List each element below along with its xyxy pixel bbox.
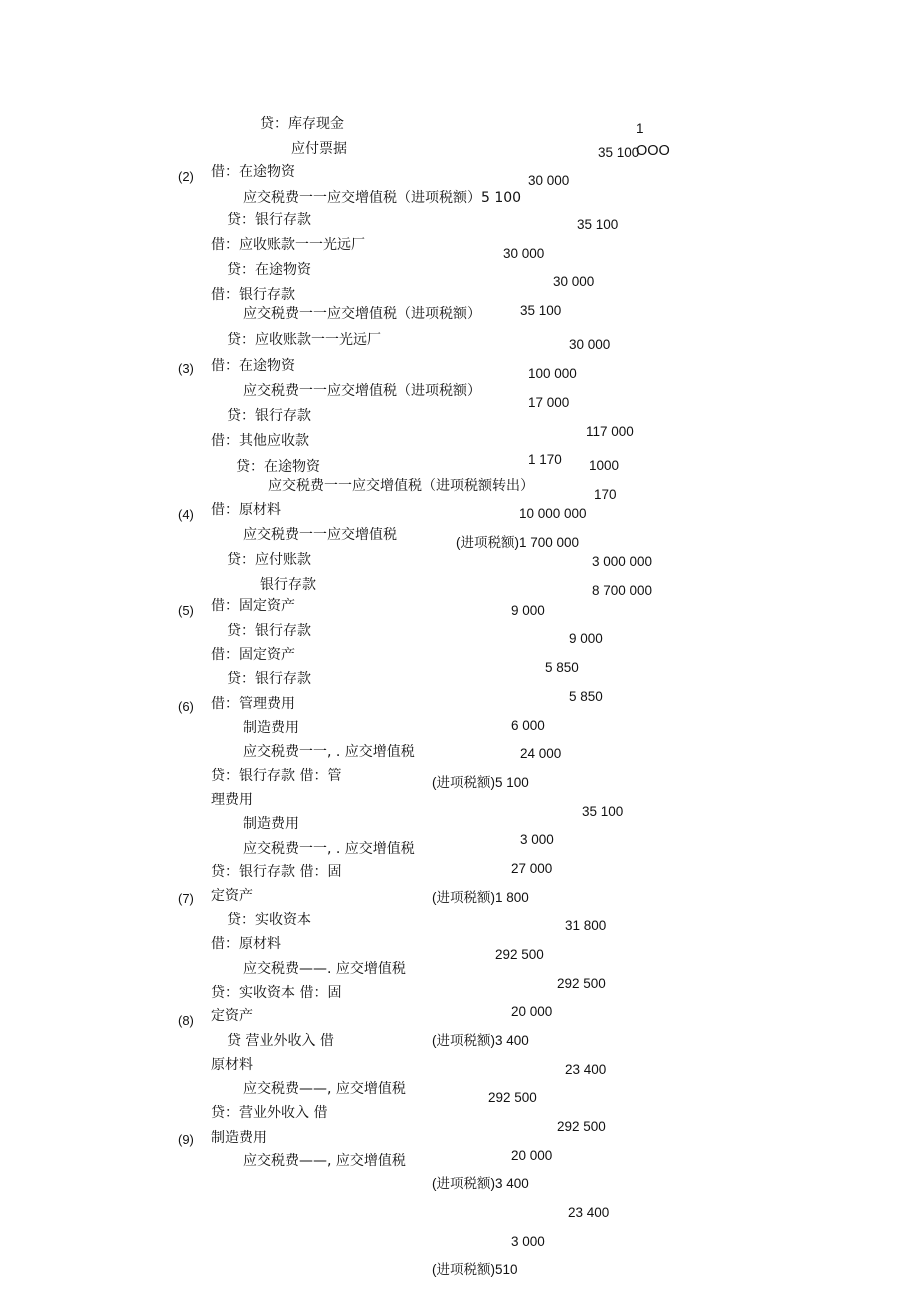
amount: 30 000 bbox=[569, 337, 611, 352]
journal-line: 原材料 bbox=[211, 1057, 253, 1073]
journal-line: 定资产 bbox=[211, 1008, 253, 1024]
journal-line: 借：其他应收款 bbox=[211, 433, 309, 449]
journal-line: 借：在途物资 bbox=[211, 164, 295, 180]
entry-number: (8) bbox=[178, 1013, 194, 1028]
journal-line: 应交税费一一应交增值税 bbox=[243, 527, 397, 543]
amount: 30 000 bbox=[553, 274, 595, 289]
journal-line: 制造费用 bbox=[211, 1130, 267, 1146]
amount: (进项税额)3 400 bbox=[432, 1033, 529, 1048]
amount: (进项税额)1 800 bbox=[432, 890, 529, 905]
journal-line: 银行存款 bbox=[260, 577, 316, 593]
amount: 6 000 bbox=[511, 718, 545, 733]
amount: 1 bbox=[636, 121, 644, 136]
amount: OOO bbox=[636, 143, 670, 159]
journal-line: 借：管理费用 bbox=[211, 696, 295, 712]
journal-line: 制造费用 bbox=[243, 816, 299, 832]
amount: 23 400 bbox=[568, 1205, 610, 1220]
amount: 20 000 bbox=[511, 1004, 553, 1019]
entry-number: (2) bbox=[178, 169, 194, 184]
amount: 27 000 bbox=[511, 861, 553, 876]
amount: 5 850 bbox=[545, 660, 579, 675]
amount: 5 850 bbox=[569, 689, 603, 704]
journal-line: 应交税费——. 应交增值税 bbox=[243, 961, 406, 977]
amount: 35 100 bbox=[598, 145, 640, 160]
amount: 9 000 bbox=[511, 603, 545, 618]
journal-line: 借：固定资产 bbox=[211, 598, 295, 614]
amount: 3 000 bbox=[520, 832, 554, 847]
journal-line: 借：银行存款 bbox=[211, 287, 295, 303]
journal-line: 应交税费一一应交增值税（进项税额） bbox=[243, 383, 481, 399]
journal-line: 应交税费——, 应交增值税 bbox=[243, 1153, 406, 1169]
amount: 35 100 bbox=[520, 303, 562, 318]
amount: (进项税额)510 bbox=[432, 1262, 518, 1277]
journal-line: 贷 营业外收入 借 bbox=[227, 1033, 334, 1049]
journal-line: 应交税费一一应交增值税（进项税额） bbox=[243, 306, 481, 322]
amount: 30 000 bbox=[503, 246, 545, 261]
journal-line: 贷：应收账款一一光远厂 bbox=[227, 332, 381, 348]
journal-line: 理费用 bbox=[211, 792, 253, 808]
journal-line: 应交税费一一, . 应交增值税 bbox=[243, 841, 415, 857]
journal-line: 贷：实收资本 借：固 bbox=[211, 985, 342, 1001]
journal-line: 借：原材料 bbox=[211, 502, 281, 518]
journal-line: 借：固定资产 bbox=[211, 647, 295, 663]
amount: (进项税额)3 400 bbox=[432, 1176, 529, 1191]
amount: 292 500 bbox=[488, 1090, 537, 1105]
entry-number: (3) bbox=[178, 361, 194, 376]
journal-line: 贷：银行存款 bbox=[227, 212, 311, 228]
journal-line: 制造费用 bbox=[243, 720, 299, 736]
amount: 35 100 bbox=[582, 804, 624, 819]
journal-line: 应交税费一一应交增值税（进项税额）5 100 bbox=[243, 190, 522, 206]
amount: 20 000 bbox=[511, 1148, 553, 1163]
amount: 1 170 bbox=[528, 452, 562, 467]
journal-line: 贷：银行存款 bbox=[227, 408, 311, 424]
amount: 35 100 bbox=[577, 217, 619, 232]
entry-number: (4) bbox=[178, 507, 194, 522]
journal-line: 借：在途物资 bbox=[211, 358, 295, 374]
amount: 30 000 bbox=[528, 173, 570, 188]
journal-line: 贷：在途物资 bbox=[236, 459, 320, 475]
amount: 100 000 bbox=[528, 366, 577, 381]
amount: 24 000 bbox=[520, 746, 562, 761]
entry-number: (6) bbox=[178, 699, 194, 714]
journal-line: 贷：在途物资 bbox=[227, 262, 311, 278]
amount: 117 000 bbox=[586, 424, 634, 439]
journal-line: 贷：库存现金 bbox=[260, 116, 344, 132]
journal-line: 应交税费一一, . 应交增值税 bbox=[243, 744, 415, 760]
journal-line: 贷：银行存款 bbox=[227, 623, 311, 639]
journal-line: 贷：营业外收入 借 bbox=[211, 1105, 328, 1121]
entry-number: (9) bbox=[178, 1132, 194, 1147]
journal-line: 借：应收账款一一光远厂 bbox=[211, 237, 365, 253]
amount: 9 000 bbox=[569, 631, 603, 646]
amount: 31 800 bbox=[565, 918, 607, 933]
entry-number: (5) bbox=[178, 603, 194, 618]
amount: 3 000 000 bbox=[592, 554, 653, 569]
amount: (进项税额)5 100 bbox=[432, 775, 529, 790]
amount: 1000 bbox=[589, 458, 620, 473]
entry-number: (7) bbox=[178, 891, 194, 906]
journal-line: 贷：实收资本 bbox=[227, 912, 311, 928]
journal-line: 贷：应付账款 bbox=[227, 552, 311, 568]
amount: 3 000 bbox=[511, 1234, 545, 1249]
journal-line: 应交税费——, 应交增值税 bbox=[243, 1081, 406, 1097]
amount: 170 bbox=[594, 487, 617, 502]
amount: 292 500 bbox=[557, 1119, 606, 1134]
journal-line: 定资产 bbox=[211, 888, 253, 904]
journal-line: 借：原材料 bbox=[211, 936, 281, 952]
journal-line: 贷：银行存款 借：固 bbox=[211, 864, 342, 880]
amount: (进项税额)1 700 000 bbox=[456, 535, 580, 550]
journal-line: 应交税费一一应交增值税（进项税额转出） bbox=[268, 478, 534, 494]
journal-line: 贷：银行存款 bbox=[227, 671, 311, 687]
journal-line: 贷：银行存款 借：管 bbox=[211, 768, 342, 784]
amount: 8 700 000 bbox=[592, 583, 653, 598]
amount: 23 400 bbox=[565, 1062, 607, 1077]
journal-line: 应付票据 bbox=[291, 141, 347, 157]
amount: 292 500 bbox=[557, 976, 606, 991]
amount: 292 500 bbox=[495, 947, 544, 962]
amount: 10 000 000 bbox=[519, 506, 587, 521]
amount: 17 000 bbox=[528, 395, 570, 410]
